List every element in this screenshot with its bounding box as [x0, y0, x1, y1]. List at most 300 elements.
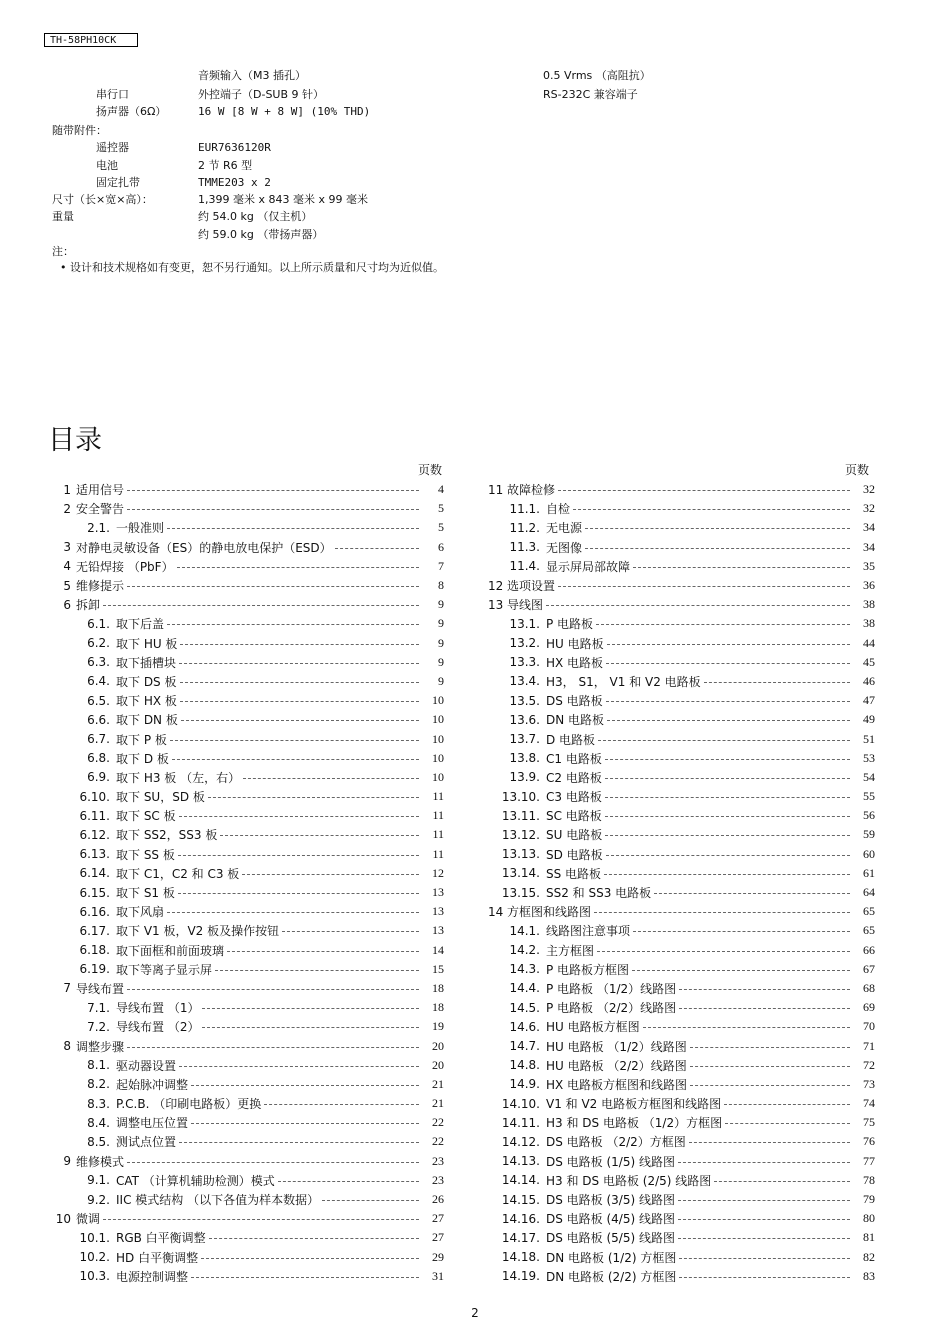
toc-leader-dots — [209, 1238, 419, 1239]
toc-entry-number: 6.3. — [87, 655, 110, 670]
toc-entry-label: D 电路板 — [546, 732, 596, 747]
toc-entry-page: 54 — [863, 769, 875, 784]
toc-leader-dots — [605, 797, 850, 798]
toc-entry-label: 起始脉冲调整 — [116, 1077, 189, 1092]
toc-leader-dots — [202, 1027, 419, 1028]
toc-entry[interactable] — [52, 845, 444, 864]
toc-entry-number: 6.14. — [79, 866, 110, 881]
toc-entry-page: 38 — [863, 597, 875, 612]
toc-leader-dots — [180, 682, 420, 683]
toc-entry-page: 20 — [432, 1057, 444, 1072]
toc-entry-page: 20 — [432, 1038, 444, 1053]
toc-entry-page: 13 — [432, 904, 444, 919]
toc-entry-number: 9.2. — [87, 1192, 110, 1207]
toc-entry[interactable] — [488, 672, 875, 691]
toc-entry-page: 26 — [432, 1192, 444, 1207]
toc-entry-number: 13.8. — [509, 751, 540, 766]
toc-entry-label: H3 和 DS 电路板 (2/5) 线路图 — [546, 1173, 712, 1188]
toc-leader-dots — [679, 1008, 850, 1009]
toc-leader-dots — [678, 1162, 850, 1163]
toc-entry[interactable] — [52, 691, 444, 710]
band-label: 固定扎带 — [96, 176, 140, 189]
toc-entry[interactable] — [52, 1190, 444, 1209]
toc-entry[interactable] — [488, 1190, 875, 1209]
toc-leader-dots — [704, 682, 850, 683]
toc-leader-dots — [607, 720, 850, 721]
toc-entry[interactable] — [488, 1267, 875, 1286]
toc-entry[interactable] — [488, 768, 875, 787]
toc-leader-dots — [180, 701, 419, 702]
toc-entry-number: 14.9. — [509, 1077, 540, 1092]
toc-entry-label: 驱动器设置 — [116, 1058, 177, 1073]
toc-leader-dots — [179, 663, 419, 664]
toc-entry[interactable] — [52, 749, 444, 768]
dims-value: 1,399 毫米 x 843 毫米 x 99 毫米 — [198, 193, 368, 206]
toc-entry-label: 取下 SS2，SS3 板 — [116, 828, 218, 843]
toc-entry[interactable] — [488, 1017, 875, 1036]
toc-entry[interactable] — [52, 518, 444, 537]
toc-entry-page: 10 — [432, 693, 444, 708]
toc-entry-label: 取下 HX 板 — [116, 694, 177, 709]
toc-entry[interactable] — [488, 1248, 875, 1267]
toc-entry[interactable] — [488, 518, 875, 537]
toc-entry-number: 6.8. — [87, 751, 110, 766]
toc-entry[interactable] — [488, 1036, 875, 1055]
toc-entry[interactable] — [52, 1017, 444, 1036]
model-number-box: TH-58PH10CK — [44, 33, 138, 47]
toc-entry-page: 18 — [432, 980, 444, 995]
toc-leader-dots — [678, 1219, 850, 1220]
toc-entry-number: 14.5. — [509, 1000, 540, 1015]
toc-entry-page: 38 — [863, 616, 875, 631]
toc-entry-page: 32 — [863, 501, 875, 516]
toc-leader-dots — [725, 1123, 850, 1124]
toc-entry[interactable] — [52, 883, 444, 902]
toc-entry-number: 13 — [488, 597, 504, 612]
toc-leader-dots — [546, 605, 850, 606]
toc-entry[interactable] — [488, 499, 875, 518]
toc-entry[interactable] — [52, 768, 444, 787]
toc-entry-label: HD 白平衡调整 — [116, 1250, 199, 1265]
toc-entry[interactable] — [488, 1209, 875, 1228]
toc-entry-number: 14.19. — [501, 1269, 540, 1284]
audio-in-value: 0.5 Vrms （高阻抗） — [543, 69, 651, 82]
toc-entry-page: 10 — [432, 731, 444, 746]
toc-entry[interactable] — [488, 979, 875, 998]
toc-leader-dots — [177, 567, 419, 568]
toc-entry-number: 13.12. — [501, 827, 540, 842]
toc-entry[interactable] — [488, 1075, 875, 1094]
toc-entry-number: 1 — [63, 482, 71, 497]
toc-leader-dots — [605, 816, 850, 817]
toc-entry-page: 68 — [863, 980, 875, 995]
toc-entry-page: 11 — [432, 789, 444, 804]
toc-entry-number: 2.1. — [87, 520, 110, 535]
toc-entry-page: 65 — [863, 904, 875, 919]
toc-leader-dots — [679, 989, 850, 990]
toc-entry-page: 10 — [432, 750, 444, 765]
toc-leader-dots — [633, 931, 850, 932]
toc-entry-label: DN 电路板 (2/2) 方框图 — [546, 1269, 677, 1284]
toc-entry-number: 6.12. — [79, 827, 110, 842]
toc-entry-page: 72 — [863, 1057, 875, 1072]
toc-leader-dots — [167, 912, 419, 913]
toc-entry[interactable] — [488, 825, 875, 844]
toc-entry-number: 2 — [63, 501, 71, 516]
toc-entry[interactable] — [52, 787, 444, 806]
toc-entry-number: 13.13. — [501, 847, 540, 862]
toc-entry-number: 14 — [488, 904, 504, 919]
toc-entry-label: P 电路板 — [546, 617, 594, 632]
toc-entry[interactable] — [52, 576, 444, 595]
toc-leader-dots — [220, 835, 419, 836]
toc-leader-dots — [678, 1200, 850, 1201]
toc-entry-number: 13.15. — [501, 885, 540, 900]
audio-in-label: 音频输入（M3 插孔） — [198, 69, 306, 82]
toc-entry[interactable] — [488, 883, 875, 902]
toc-entry[interactable] — [488, 845, 875, 864]
toc-entry[interactable] — [488, 614, 875, 633]
toc-entry[interactable] — [488, 1056, 875, 1075]
toc-entry[interactable] — [52, 480, 444, 499]
toc-entry-number: 11 — [488, 482, 504, 497]
toc-entry[interactable] — [52, 960, 444, 979]
toc-leader-dots — [242, 874, 419, 875]
toc-entry[interactable] — [52, 1267, 444, 1286]
toc-entry-label: H3， S1， V1 和 V2 电路板 — [546, 674, 701, 689]
toc-entry-label: SC 电路板 — [546, 809, 602, 824]
toc-entry[interactable] — [52, 729, 444, 748]
toc-entry[interactable] — [52, 1094, 444, 1113]
toc-entry-label: DS 电路板 (3/5) 线路图 — [546, 1193, 675, 1208]
remote-label: 遥控器 — [96, 141, 129, 154]
toc-entry-number: 14.15. — [501, 1192, 540, 1207]
toc-entry-label: 取下插槽块 — [116, 655, 177, 670]
toc-entry-page: 9 — [438, 635, 444, 650]
toc-entry-page: 64 — [863, 885, 875, 900]
toc-entry-number: 6.15. — [79, 885, 110, 900]
toc-entry-label: P 电路板方框图 — [546, 962, 630, 977]
toc-entry-number: 10 — [55, 1211, 71, 1226]
toc-leader-dots — [607, 644, 850, 645]
toc-leader-dots — [170, 740, 419, 741]
toc-entry-label: HU 电路板方框图 — [546, 1020, 640, 1035]
band-value: TMME203 x 2 — [198, 176, 271, 189]
toc-entry-page: 11 — [432, 808, 444, 823]
toc-entry[interactable] — [52, 634, 444, 653]
toc-entry[interactable] — [488, 749, 875, 768]
toc-entry-page: 4 — [438, 482, 444, 497]
toc-entry-number: 11.1. — [509, 501, 540, 516]
toc-entry-label: HU 电路板 — [546, 636, 604, 651]
toc-leader-dots — [179, 1142, 419, 1143]
toc-entry[interactable] — [52, 998, 444, 1017]
toc-entry-number: 6.5. — [87, 693, 110, 708]
toc-entry[interactable] — [52, 1075, 444, 1094]
toc-leader-dots — [679, 1258, 850, 1259]
speaker-value: 16 W [8 W + 8 W] (10% THD) — [198, 105, 371, 118]
toc-entry-number: 6.19. — [79, 962, 110, 977]
toc-entry-number: 6.6. — [87, 712, 110, 727]
toc-entry[interactable] — [488, 787, 875, 806]
toc-entry[interactable] — [488, 1228, 875, 1247]
toc-entry-label: DS 电路板 (5/5) 线路图 — [546, 1231, 675, 1246]
toc-leader-dots — [103, 1219, 419, 1220]
toc-entry[interactable] — [52, 1248, 444, 1267]
serial-label: 串行口 — [96, 88, 129, 101]
toc-entry-page: 71 — [863, 1038, 875, 1053]
toc-entry-label: 电源控制调整 — [116, 1269, 189, 1284]
toc-leader-dots — [191, 1277, 419, 1278]
toc-entry-number: 8 — [63, 1039, 71, 1054]
toc-entry-page: 9 — [438, 616, 444, 631]
toc-leader-dots — [604, 874, 850, 875]
toc-entry[interactable] — [52, 825, 444, 844]
toc-entry-page: 69 — [863, 1000, 875, 1015]
toc-entry-label: HU 电路板 （2/2）线路图 — [546, 1058, 687, 1073]
toc-entry-page: 65 — [863, 923, 875, 938]
toc-entry[interactable] — [52, 1113, 444, 1132]
toc-entry[interactable] — [52, 864, 444, 883]
toc-entry-page: 34 — [863, 539, 875, 554]
toc-entry-label: DS 电路板 （2/2）方框图 — [546, 1135, 686, 1150]
toc-entry-page: 22 — [432, 1134, 444, 1149]
toc-entry-number: 6.11. — [79, 808, 110, 823]
toc-entry[interactable] — [52, 1152, 444, 1171]
toc-entry-label: C2 电路板 — [546, 770, 602, 785]
toc-entry-label: P 电路板 （1/2）线路图 — [546, 981, 677, 996]
toc-entry-number: 6.10. — [79, 789, 110, 804]
toc-entry-label: 取下 D 板 — [116, 751, 169, 766]
toc-entry-page: 5 — [438, 520, 444, 535]
toc-entry-label: 自检 — [546, 502, 571, 517]
toc-entry-label: HX 电路板 — [546, 655, 604, 670]
toc-entry-page: 49 — [863, 712, 875, 727]
toc-entry[interactable] — [52, 538, 444, 557]
toc-entry-label: SS2 和 SS3 电路板 — [546, 886, 652, 901]
serial-desc: 外控端子（D-SUB 9 针） — [198, 88, 325, 101]
toc-entry-page: 78 — [863, 1172, 875, 1187]
toc-entry-page: 81 — [863, 1230, 875, 1245]
toc-entry[interactable] — [52, 1209, 444, 1228]
toc-entry-page: 9 — [438, 597, 444, 612]
toc-entry[interactable] — [52, 710, 444, 729]
toc-entry-page: 21 — [432, 1076, 444, 1091]
toc-leader-dots — [558, 586, 850, 587]
toc-entry-label: C1 电路板 — [546, 751, 602, 766]
toc-entry-number: 7 — [63, 981, 71, 996]
toc-entry[interactable] — [52, 557, 444, 576]
toc-entry-number: 6.18. — [79, 943, 110, 958]
toc-entry-page: 29 — [432, 1249, 444, 1264]
toc-entry-page: 76 — [863, 1134, 875, 1149]
toc-entry-page: 80 — [863, 1211, 875, 1226]
toc-entry-number: 6.4. — [87, 674, 110, 689]
toc-entry-page: 35 — [863, 558, 875, 573]
toc-leader-dots — [278, 1181, 419, 1182]
toc-entry-number: 14.11. — [501, 1115, 540, 1130]
toc-leader-dots — [179, 1066, 419, 1067]
toc-entry[interactable] — [488, 1152, 875, 1171]
toc-entry[interactable] — [52, 499, 444, 518]
toc-leader-dots — [594, 912, 850, 913]
toc-entry-number: 11.3. — [509, 540, 540, 555]
toc-leader-dots — [606, 701, 850, 702]
weight-label: 重量 — [52, 210, 74, 223]
toc-entry[interactable] — [52, 902, 444, 921]
toc-entry-page: 9 — [438, 654, 444, 669]
toc-entry-number: 14.18. — [501, 1250, 540, 1265]
toc-entry[interactable] — [488, 998, 875, 1017]
toc-entry-number: 14.17. — [501, 1230, 540, 1245]
toc-entry-label: DS 电路板 (4/5) 线路图 — [546, 1212, 675, 1227]
toc-entry-number: 14.2. — [509, 943, 540, 958]
toc-entry[interactable] — [488, 691, 875, 710]
toc-entry[interactable] — [488, 960, 875, 979]
toc-entry[interactable] — [488, 864, 875, 883]
toc-entry[interactable] — [52, 595, 444, 614]
toc-entry[interactable] — [488, 1171, 875, 1190]
toc-entry-number: 5 — [63, 578, 71, 593]
toc-entry[interactable] — [52, 1056, 444, 1075]
toc-entry[interactable] — [488, 576, 875, 595]
toc-entry[interactable] — [488, 921, 875, 940]
toc-entry-number: 14.13. — [501, 1154, 540, 1169]
remote-value: EUR7636120R — [198, 141, 271, 154]
toc-entry[interactable] — [52, 614, 444, 633]
left-page-header: 页数 — [418, 463, 443, 477]
toc-entry-page: 79 — [863, 1192, 875, 1207]
toc-entry-number: 13.9. — [509, 770, 540, 785]
toc-entry[interactable] — [488, 538, 875, 557]
toc-entry[interactable] — [52, 941, 444, 960]
toc-entry-number: 7.2. — [87, 1019, 110, 1034]
toc-entry-label: 拆卸 — [76, 598, 101, 613]
toc-entry-page: 22 — [432, 1115, 444, 1130]
toc-leader-dots — [227, 951, 419, 952]
toc-entry-label: 取下 P 板 — [116, 732, 167, 747]
toc-entry-number: 13.1. — [509, 616, 540, 631]
toc-entry[interactable] — [52, 806, 444, 825]
toc-entry[interactable] — [52, 653, 444, 672]
toc-leader-dots — [597, 951, 850, 952]
serial-value: RS-232C 兼容端子 — [543, 88, 638, 101]
toc-entry-label: SD 电路板 — [546, 847, 603, 862]
toc-entry[interactable] — [488, 1113, 875, 1132]
toc-entry-page: 47 — [863, 693, 875, 708]
toc-entry-page: 11 — [432, 827, 444, 842]
toc-entry[interactable] — [488, 1094, 875, 1113]
toc-entry-label: 取下 SS 板 — [116, 847, 175, 862]
toc-leader-dots — [633, 567, 850, 568]
toc-entry-number: 12 — [488, 578, 504, 593]
battery-label: 电池 — [96, 159, 118, 172]
toc-entry-label: 取下风扇 — [116, 905, 165, 920]
toc-entry[interactable] — [488, 710, 875, 729]
toc-entry-page: 32 — [863, 482, 875, 497]
toc-entry-number: 14.14. — [501, 1173, 540, 1188]
toc-leader-dots — [689, 1142, 850, 1143]
toc-entry[interactable] — [52, 1228, 444, 1247]
toc-entry-label: 取下 SU，SD 板 — [116, 790, 205, 805]
toc-entry-page: 8 — [438, 578, 444, 593]
toc-left-column — [52, 480, 444, 1286]
toc-entry-label: DS 电路板 (1/5) 线路图 — [546, 1154, 675, 1169]
toc-entry[interactable] — [488, 1132, 875, 1151]
toc-entry[interactable] — [52, 1171, 444, 1190]
toc-leader-dots — [208, 797, 419, 798]
toc-entry-number: 6.13. — [79, 847, 110, 862]
toc-leader-dots — [714, 1181, 850, 1182]
toc-entry-label: 维修提示 — [76, 579, 125, 594]
toc-leader-dots — [585, 528, 850, 529]
page-number: 2 — [471, 1306, 479, 1320]
toc-leader-dots — [322, 1200, 419, 1201]
weight-main: 约 54.0 kg （仅主机） — [198, 210, 313, 223]
toc-entry[interactable] — [488, 634, 875, 653]
toc-entry-page: 10 — [432, 712, 444, 727]
toc-entry-label: IIC 模式结构 （以下各值为样本数据） — [116, 1193, 320, 1208]
toc-leader-dots — [605, 835, 850, 836]
toc-entry-label: 对静电灵敏设备（ES）的静电放电保护（ESD） — [76, 540, 332, 555]
toc-entry-label: SU 电路板 — [546, 828, 603, 843]
toc-entry[interactable] — [488, 480, 875, 499]
toc-entry[interactable] — [488, 806, 875, 825]
toc-entry-page: 18 — [432, 1000, 444, 1015]
toc-entry-number: 13.6. — [509, 712, 540, 727]
toc-entry-label: 取下 H3 板 （左，右） — [116, 770, 241, 785]
toc-leader-dots — [127, 490, 419, 491]
toc-leader-dots — [558, 490, 850, 491]
toc-leader-dots — [596, 624, 850, 625]
toc-entry-label: 取下 C1，C2 和 C3 板 — [116, 866, 240, 881]
toc-entry-page: 74 — [863, 1096, 875, 1111]
toc-entry-number: 13.5. — [509, 693, 540, 708]
toc-leader-dots — [654, 893, 850, 894]
toc-entry[interactable] — [52, 672, 444, 691]
toc-entry-number: 9.1. — [87, 1173, 110, 1188]
toc-entry-label: 无图像 — [546, 540, 583, 555]
toc-leader-dots — [167, 624, 419, 625]
toc-leader-dots — [191, 1123, 419, 1124]
toc-entry-number: 13.11. — [501, 808, 540, 823]
toc-entry[interactable] — [52, 1132, 444, 1151]
toc-entry[interactable] — [52, 921, 444, 940]
toc-leader-dots — [606, 663, 850, 664]
toc-entry[interactable] — [488, 653, 875, 672]
toc-entry-page: 7 — [438, 558, 444, 573]
battery-value: 2 节 R6 型 — [198, 159, 253, 172]
toc-entry[interactable] — [52, 979, 444, 998]
toc-entry-page: 73 — [863, 1076, 875, 1091]
toc-entry-label: 选项设置 — [507, 579, 556, 594]
toc-entry-label: 取下 V1 板，V2 板及操作按钮 — [116, 924, 280, 939]
toc-entry[interactable] — [488, 941, 875, 960]
toc-entry[interactable] — [488, 902, 875, 921]
toc-entry[interactable] — [52, 1036, 444, 1055]
toc-entry[interactable] — [488, 595, 875, 614]
toc-entry-label: P.C.B. （印刷电路板）更换 — [116, 1097, 262, 1112]
toc-entry-page: 51 — [863, 731, 875, 746]
toc-entry[interactable] — [488, 557, 875, 576]
toc-entry[interactable] — [488, 729, 875, 748]
toc-entry-page: 77 — [863, 1153, 875, 1168]
toc-entry-number: 13.4. — [509, 674, 540, 689]
toc-entry-label: HU 电路板 （1/2）线路图 — [546, 1039, 687, 1054]
toc-leader-dots — [632, 970, 850, 971]
toc-entry-label: 测试点位置 — [116, 1135, 177, 1150]
toc-entry-label: 取下面框和前面玻璃 — [116, 943, 225, 958]
